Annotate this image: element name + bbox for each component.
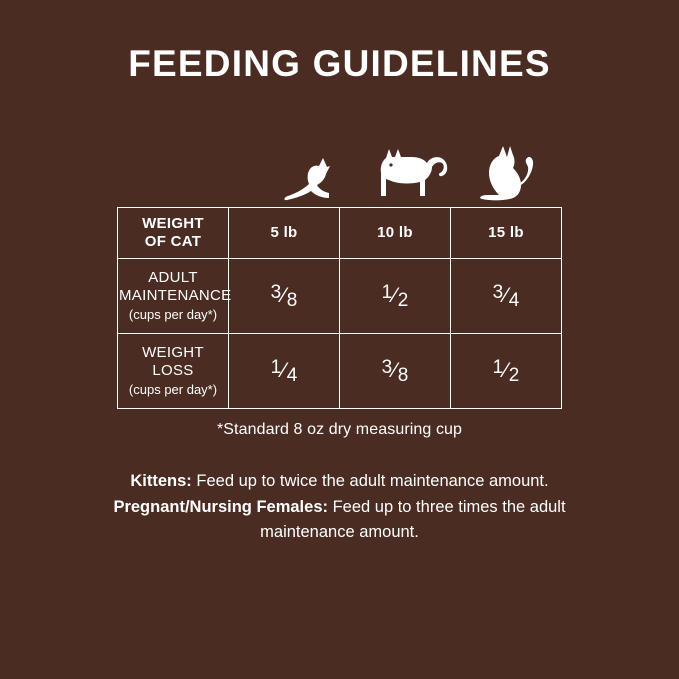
pregnant-label: Pregnant/Nursing Females:: [113, 498, 328, 517]
header-weight-15lb: 15 lb: [451, 207, 562, 258]
kittens-label: Kittens:: [130, 471, 192, 490]
table-row: [118, 333, 562, 408]
fraction-slash: ⁄: [282, 283, 286, 307]
cell-adult-10lb: [340, 258, 451, 333]
fraction-slash: ⁄: [504, 283, 508, 307]
fraction-numerator: 3: [270, 281, 282, 303]
fraction-denominator: 8: [286, 289, 298, 311]
cell-weightloss-10lb: [340, 333, 451, 408]
header-weight-line2: OF CAT: [144, 232, 202, 250]
row-label-line1: WEIGHT: [142, 344, 204, 362]
feeding-notes: [75, 469, 605, 545]
cell-adult-5lb: [229, 258, 340, 333]
header-weight-of-cat: [118, 207, 229, 258]
cell-adult-15lb: [451, 258, 562, 333]
table-header-row: [118, 207, 562, 258]
feeding-table: [117, 207, 562, 409]
row-label-line1: ADULT: [148, 269, 198, 287]
feeding-table-wrapper: [117, 207, 562, 409]
standing-cat-icon: [376, 149, 448, 207]
kittens-note: [75, 469, 605, 494]
row-label-sub: (cups per day*): [128, 306, 218, 322]
sitting-kitten-icon: [283, 157, 345, 207]
fraction-denominator: 8: [397, 364, 409, 386]
fraction-slash: ⁄: [393, 283, 397, 307]
fraction-numerator: 1: [270, 356, 282, 378]
pregnant-note: [75, 495, 605, 545]
pregnant-text-line2: maintenance amount.: [260, 523, 419, 542]
row-label-sub: (cups per day*): [128, 381, 218, 397]
header-weight-10lb: 10 lb: [340, 207, 451, 258]
fraction-slash: ⁄: [282, 358, 286, 382]
page-title: FEEDING GUIDELINES: [128, 43, 551, 84]
pregnant-text: Feed up to three times the adult: [328, 498, 566, 517]
header-weight-5lb: 5 lb: [229, 207, 340, 258]
sitting-large-cat-icon: [477, 145, 547, 207]
fraction-numerator: 3: [381, 356, 393, 378]
footnote: *Standard 8 oz dry measuring cup: [216, 420, 463, 438]
cat-silhouettes: [0, 127, 679, 207]
cell-weightloss-5lb: [229, 333, 340, 408]
fraction-denominator: 2: [508, 364, 520, 386]
fraction-denominator: 4: [508, 289, 520, 311]
fraction-numerator: 3: [492, 281, 504, 303]
header-weight-line1: WEIGHT: [142, 215, 204, 233]
table-row: [118, 258, 562, 333]
fraction-slash: ⁄: [504, 358, 508, 382]
kittens-text: Feed up to twice the adult maintenance amount.: [191, 471, 549, 490]
row-label-line2: LOSS: [152, 362, 194, 380]
row-label-line2: MAINTENANCE: [119, 287, 232, 305]
fraction-denominator: 4: [286, 364, 298, 386]
row-label-weight-loss: [118, 333, 229, 408]
cell-weightloss-15lb: [451, 333, 562, 408]
fraction-numerator: 1: [492, 356, 504, 378]
fraction-denominator: 2: [397, 289, 409, 311]
fraction-slash: ⁄: [393, 358, 397, 382]
fraction-numerator: 1: [381, 281, 393, 303]
row-label-adult-maintenance: [118, 258, 232, 333]
